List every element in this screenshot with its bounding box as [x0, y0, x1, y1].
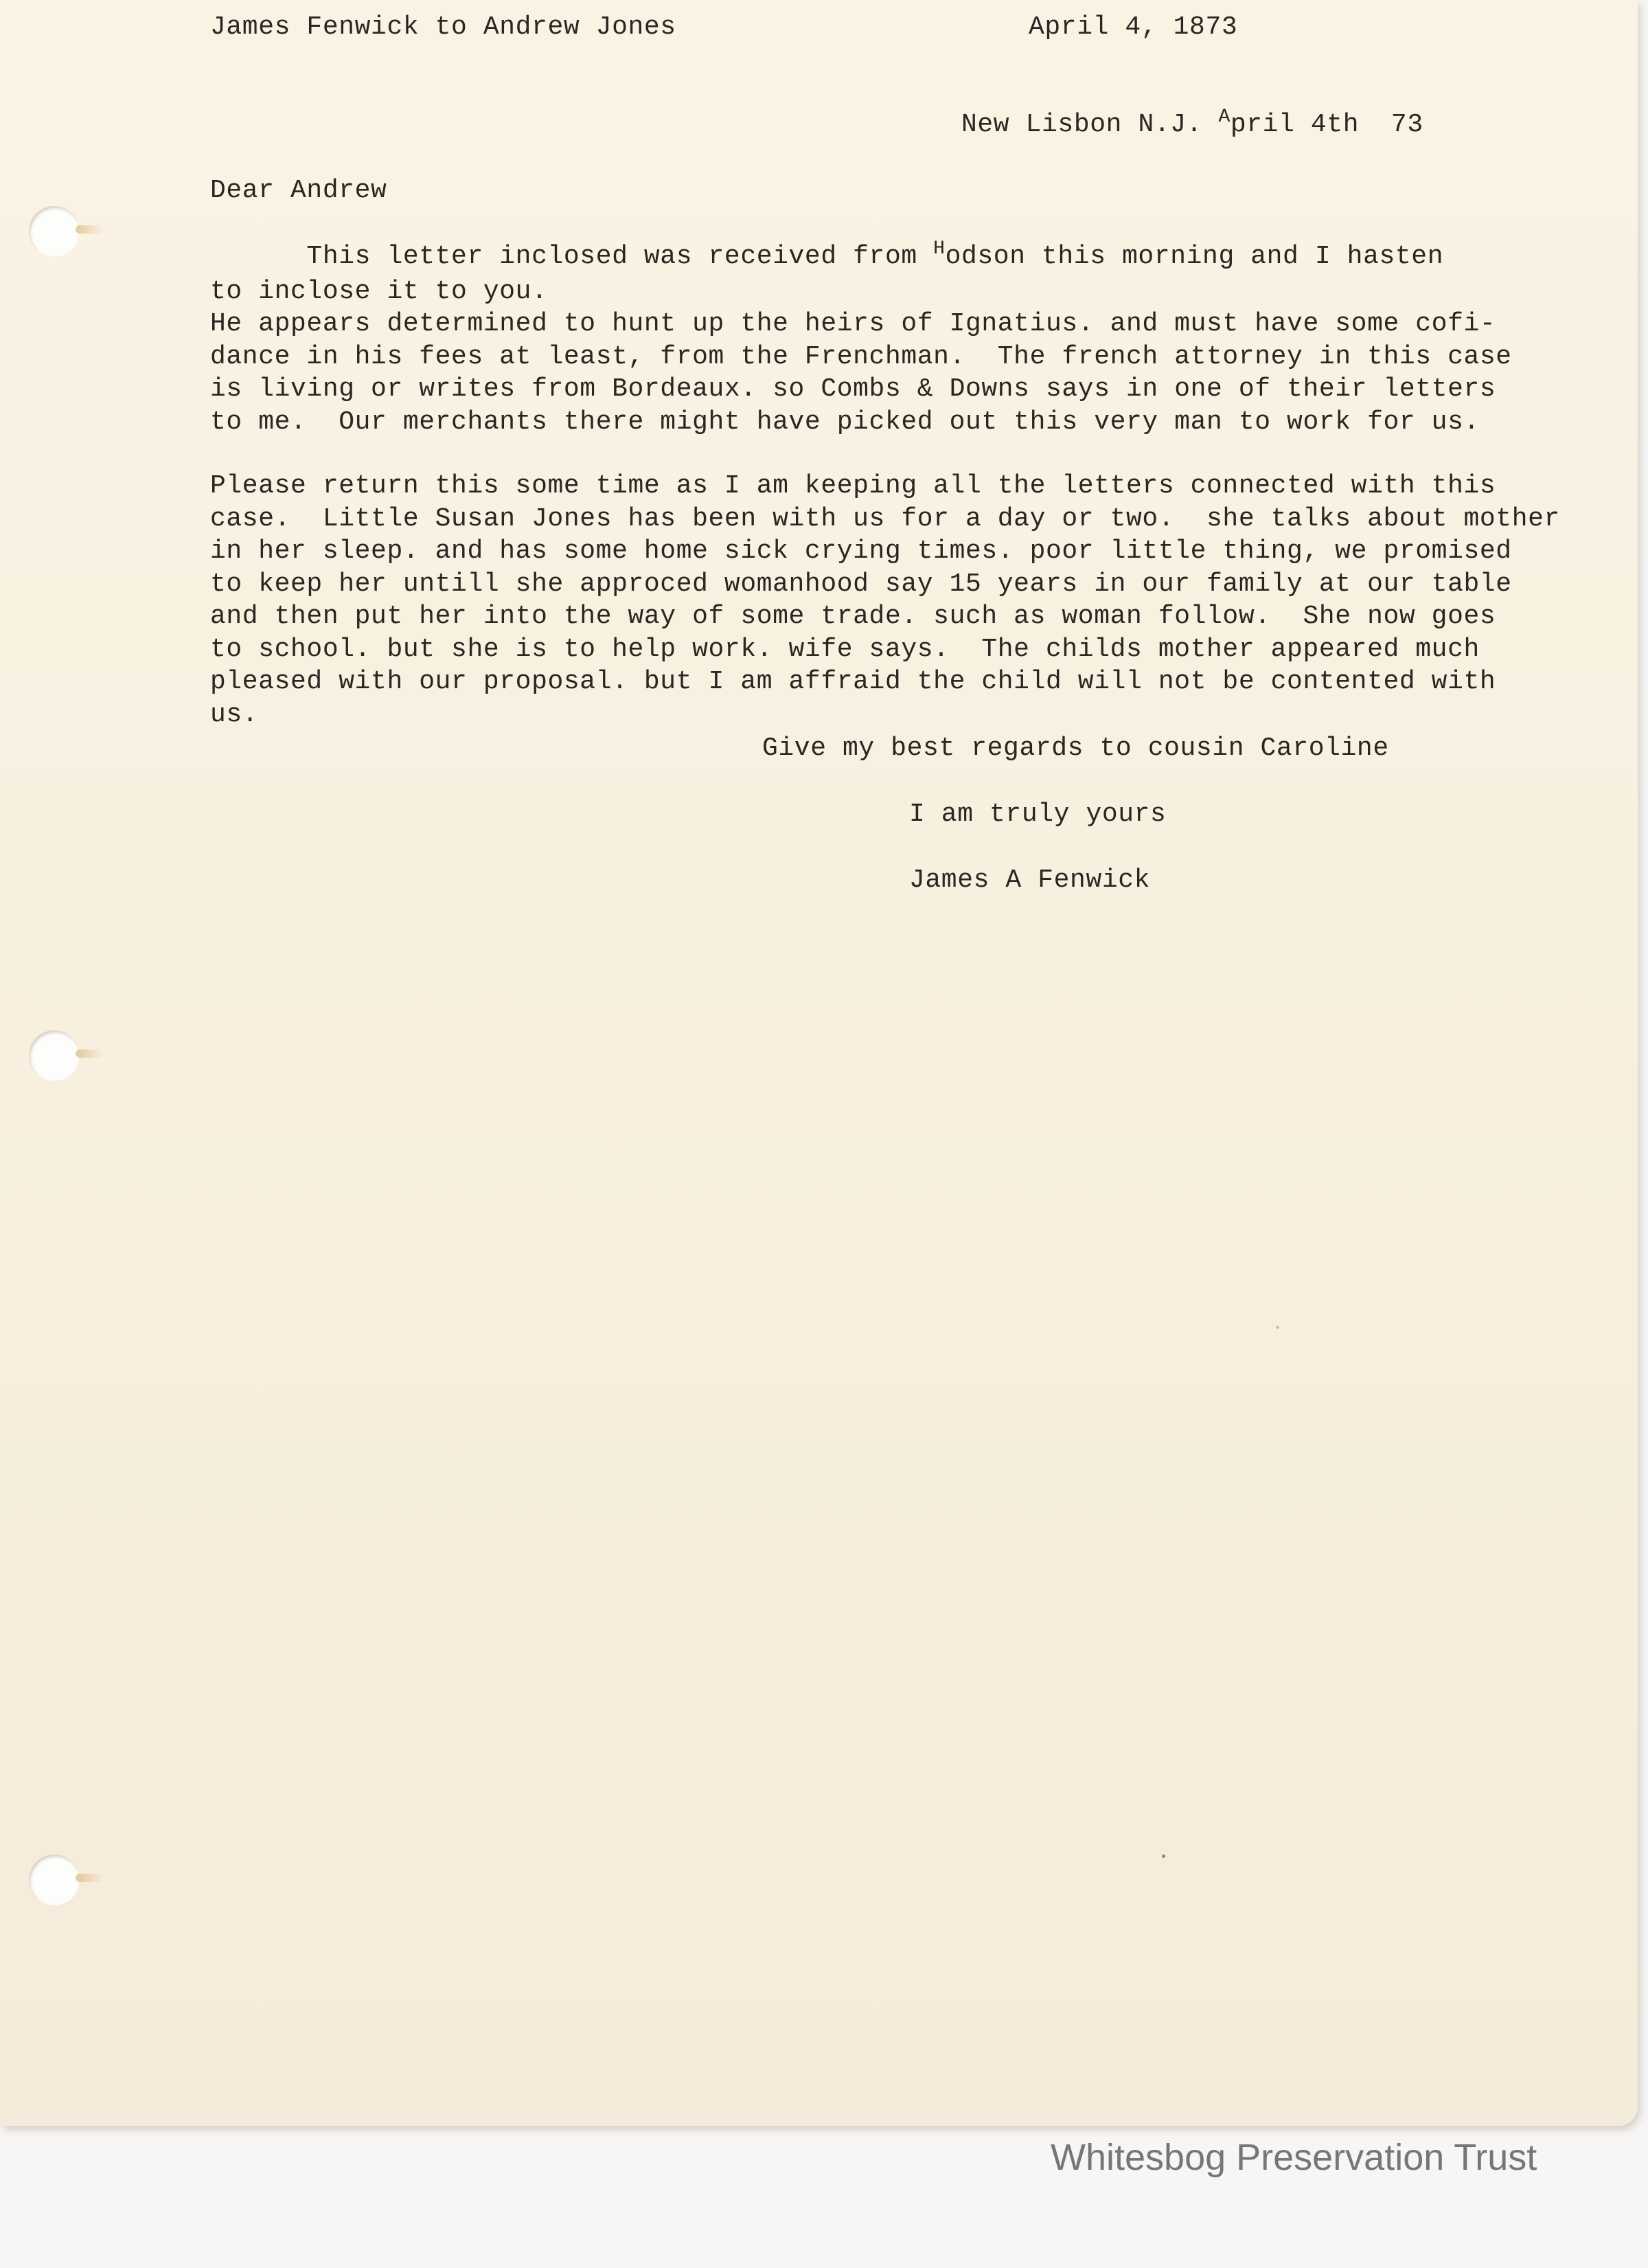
place-suffix: pril 4th 73	[1230, 110, 1423, 139]
archive-credit: Whitesbog Preservation Trust	[1051, 2137, 1537, 2178]
valediction: I am truly yours	[909, 800, 1167, 829]
closing-regards: Give my best regards to cousin Caroline	[762, 734, 1389, 763]
line-1-superscript: H	[933, 238, 946, 260]
binder-hole-top	[29, 206, 80, 257]
salutation: Dear Andrew	[210, 176, 387, 205]
paragraph-2	[210, 470, 1560, 731]
paragraph-2-line: Please return this some time as I am keeping all the letters connected with this	[210, 471, 1496, 501]
paragraph-1-line-5: is living or writes from Bordeaux. so Combs & Downs says in one of their letters	[210, 374, 1496, 404]
paragraph-2-line: to keep her untill she approced womanhood say 15 years in our family at our table	[210, 569, 1512, 599]
paragraph-2-line: in her sleep. and has some home sick crying times. poor little thing, we promised	[210, 536, 1512, 566]
paragraph-2-line: case. Little Susan Jones has been with us for a day or two. she talks about mother	[210, 503, 1560, 534]
paragraph-1-line-2: to inclose it to you.	[210, 276, 548, 306]
paper-speck	[1162, 1855, 1165, 1858]
header-date: April 4, 1873	[1029, 12, 1238, 42]
paper-speck	[1276, 1326, 1279, 1329]
paragraph-2-line: to school. but she is to help work. wife says. The childs mother appeared much	[210, 634, 1480, 664]
place-and-date	[961, 106, 1423, 144]
paragraph-2-line: us.	[210, 699, 259, 729]
paragraph-1-line-3: He appears determined to hunt up the heirs of Ignatius. and must have some cofi-	[210, 309, 1496, 339]
header-correspondents: James Fenwick to Andrew Jones	[210, 12, 676, 42]
signature: James A Fenwick	[909, 865, 1151, 895]
paragraph-1	[210, 240, 1512, 438]
paragraph-2-line: pleased with our proposal. but I am affraid the child will not be contented with	[210, 667, 1496, 696]
place-superscript: A	[1218, 106, 1231, 128]
binder-hole-middle	[29, 1030, 80, 1081]
place-prefix: New Lisbon N.J.	[961, 110, 1219, 139]
line-1-start: This letter inclosed was received from	[210, 242, 934, 271]
binder-hole-bottom	[29, 1855, 80, 1905]
paragraph-1-line-6: to me. Our merchants there might have picked out this very man to work for us.	[210, 407, 1480, 437]
line-1-end: odson this morning and I hasten	[945, 242, 1444, 271]
paragraph-2-line: and then put her into the way of some trade. such as woman follow. She now goes	[210, 602, 1496, 631]
paragraph-1-line-1	[210, 240, 1512, 275]
paragraph-1-line-4: dance in his fees at least, from the Frenchman. The french attorney in this case	[210, 341, 1512, 372]
